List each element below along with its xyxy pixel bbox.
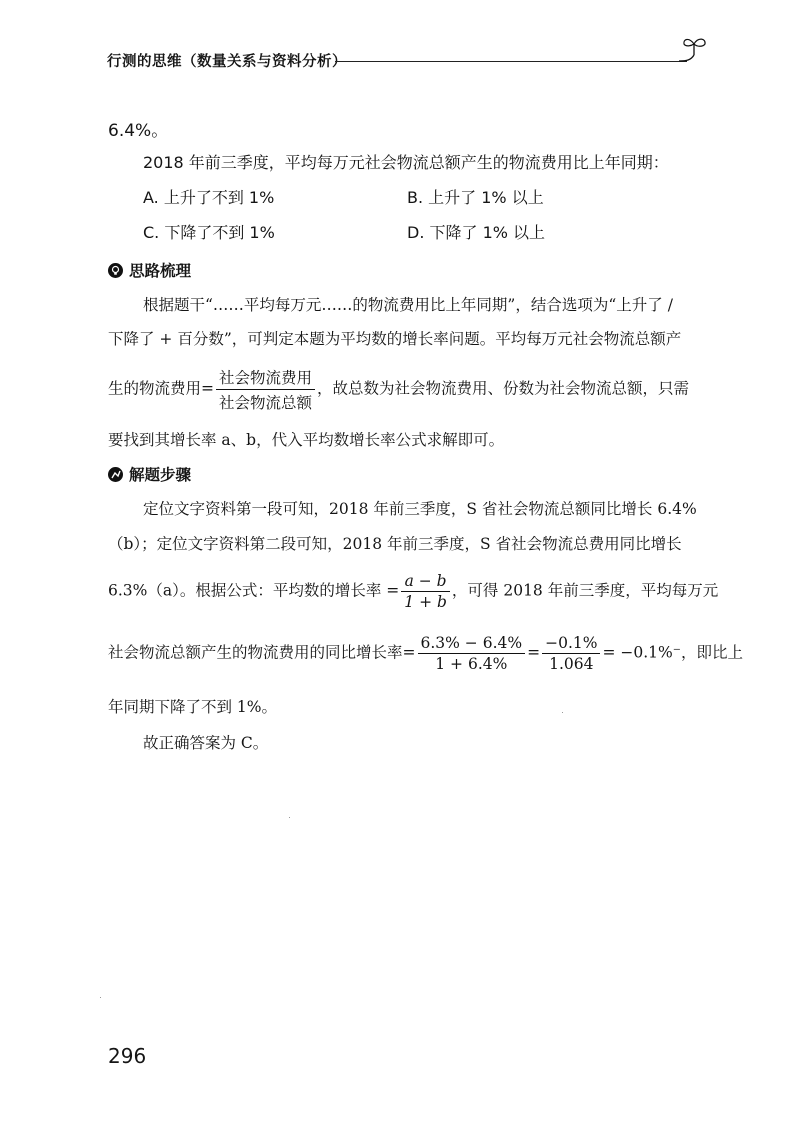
analysis-line-3-suffix: ，故总数为社会物流费用、份数为社会物流总额，只需: [317, 379, 690, 398]
steps-line-5: 年同期下降了不到 1%。: [108, 698, 278, 716]
section-steps-title: 解题步骤: [129, 466, 192, 484]
analysis-line-2: 下降了 + 百分数”，可判定本题为平均数的增长率问题。平均每万元社会物流总额产: [108, 330, 682, 348]
cost-ratio-fraction: [216, 366, 315, 413]
steps-line-4-suffix: = −0.1%⁻，即比上: [602, 643, 743, 662]
calc-1-denominator: 1 + 6.4%: [435, 655, 508, 673]
running-header-title: 行测的思维（数量关系与资料分析）: [107, 54, 347, 70]
section-steps-heading: [108, 463, 191, 485]
lightbulb-badge-icon: [108, 263, 123, 278]
answer-line: 故正确答案为 C。: [143, 734, 269, 752]
steps-line-1: 定位文字资料第一段可知，2018 年前三季度，S 省社会物流总额同比增长 6.4%: [143, 500, 697, 518]
scan-speck: [289, 817, 290, 818]
steps-line-2: （b）；定位文字资料第二段可知，2018 年前三季度，S 省社会物流总费用同比增长: [108, 535, 682, 553]
equals-sign: =: [527, 643, 541, 662]
analysis-line-4: 要找到其增长率 a、b，代入平均数增长率公式求解即可。: [108, 431, 505, 449]
sprout-icon: [677, 35, 711, 65]
analysis-line-3-prefix: 生的物流费用=: [108, 379, 214, 398]
scan-speck: [562, 712, 563, 713]
calc-2-denominator: 1.064: [549, 655, 594, 673]
steps-line-4-prefix: 社会物流总额产生的物流费用的同比增长率=: [108, 643, 416, 662]
section-analysis-heading: [108, 259, 191, 281]
header-rule: [335, 61, 687, 62]
analysis-line-3: [108, 366, 689, 413]
analysis-line-1: 根据题干“……平均每万元……的物流费用比上年同期”，结合选项为“上升了 /: [143, 296, 673, 314]
calc-fraction-2: [542, 634, 600, 673]
calc-1-numerator: 6.3% − 6.4%: [418, 634, 526, 654]
option-c: C. 下降了不到 1%: [143, 223, 275, 242]
cost-ratio-numerator: 社会物流费用: [216, 366, 315, 390]
calc-fraction-1: [418, 634, 526, 673]
calc-2-numerator: −0.1%: [542, 634, 600, 654]
question-stem: 2018 年前三季度，平均每万元社会物流总额产生的物流费用比上年同期：: [143, 153, 669, 172]
option-b: B. 上升了 1% 以上: [407, 188, 544, 207]
growth-rate-formula: [401, 572, 450, 611]
steps-badge-icon: [108, 467, 123, 482]
steps-line-3-suffix: ，可得 2018 年前三季度，平均每万元: [451, 581, 719, 600]
scan-speck: [100, 997, 101, 998]
growth-rate-denominator: 1 + b: [404, 593, 447, 611]
steps-line-3: [108, 572, 718, 611]
growth-rate-numerator: a − b: [401, 572, 450, 592]
continuation-text: 6.4%。: [108, 121, 169, 141]
cost-ratio-denominator: 社会物流总额: [219, 394, 313, 412]
option-a: A. 上升了不到 1%: [143, 188, 275, 207]
steps-line-4: [108, 634, 743, 673]
page-number: 296: [108, 1044, 147, 1068]
option-d: D. 下降了 1% 以上: [407, 223, 546, 242]
section-analysis-title: 思路梳理: [129, 262, 192, 280]
steps-line-3-prefix: 6.3%（a）。根据公式：平均数的增长率 =: [108, 581, 400, 600]
